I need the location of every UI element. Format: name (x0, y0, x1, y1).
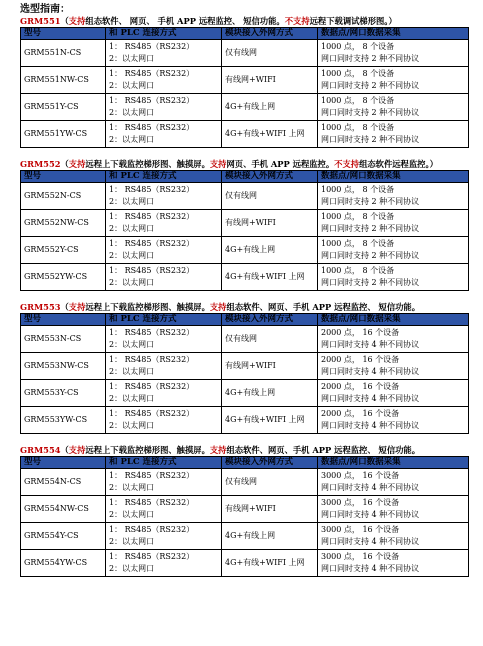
description-text: 组态软件远程监控。） (359, 159, 438, 169)
connection-line: 1： RS485（RS232） (109, 239, 195, 248)
plc-connection (106, 183, 222, 210)
support-label: 支持 (68, 302, 86, 312)
model-number: GRM553Y-CS (21, 380, 106, 407)
table-body (21, 326, 469, 434)
connection-line: 1： RS485（RS232） (109, 525, 195, 534)
capacity-line: 1000 点， 8 个设备 (321, 69, 395, 78)
connection-line: 2：以太网口 (109, 537, 155, 546)
column-header: 数据点/网口数据采集 (318, 314, 469, 326)
connection-line: 1： RS485（RS232） (109, 471, 195, 480)
model-number: GRM554Y-CS (21, 523, 106, 550)
network-access: 有线网+WIFI (222, 353, 318, 380)
data-capacity (318, 469, 469, 496)
table-row (21, 40, 469, 67)
data-capacity (318, 380, 469, 407)
capacity-line: 2000 点， 16 个设备 (321, 382, 400, 391)
connection-line: 1： RS485（RS232） (109, 382, 195, 391)
connection-line: 2：以太网口 (109, 421, 155, 430)
plc-connection (106, 210, 222, 237)
description-text: （ (60, 445, 69, 455)
table-header (21, 314, 469, 326)
data-capacity (318, 67, 469, 94)
description-text: （ (60, 159, 69, 169)
plc-connection (106, 94, 222, 121)
data-capacity (318, 496, 469, 523)
connection-line: 1： RS485（RS232） (109, 212, 195, 221)
selection-guide (20, 3, 468, 588)
table-header (21, 28, 469, 40)
model-number: GRM551YW-CS (21, 121, 106, 148)
plc-connection (106, 469, 222, 496)
connection-line: 1： RS485（RS232） (109, 409, 195, 418)
header-row (21, 457, 469, 469)
section-description (20, 445, 468, 456)
capacity-line: 1000 点， 8 个设备 (321, 185, 395, 194)
plc-connection (106, 407, 222, 434)
model-section (20, 16, 468, 148)
plc-connection (106, 121, 222, 148)
connection-line: 2：以太网口 (109, 251, 155, 260)
capacity-line: 3000 点， 16 个设备 (321, 552, 400, 561)
table-row (21, 407, 469, 434)
model-number: GRM551N-CS (21, 40, 106, 67)
capacity-line: 2000 点， 16 个设备 (321, 409, 400, 418)
connection-line: 2：以太网口 (109, 54, 155, 63)
column-header: 模块接入外网方式 (222, 457, 318, 469)
network-access: 仅有线网 (222, 469, 318, 496)
table-row (21, 121, 469, 148)
network-access: 有线网+WIFI (222, 210, 318, 237)
table-row (21, 67, 469, 94)
connection-line: 2：以太网口 (109, 108, 155, 117)
sections-container (20, 16, 468, 577)
data-capacity (318, 237, 469, 264)
capacity-line: 1000 点， 8 个设备 (321, 96, 395, 105)
capacity-line: 网口同时支持 2 种不同协议 (321, 81, 420, 90)
table-row (21, 496, 469, 523)
model-name: GRM551 (20, 16, 61, 26)
section-description (20, 302, 468, 313)
model-section (20, 445, 468, 577)
capacity-line: 3000 点， 16 个设备 (321, 471, 400, 480)
network-access: 仅有线网 (222, 326, 318, 353)
column-header: 模块接入外网方式 (222, 28, 318, 40)
model-name: GRM552 (20, 159, 61, 169)
header-row (21, 171, 469, 183)
network-access: 4G+有线+WIFI 上网 (222, 550, 318, 577)
data-capacity (318, 523, 469, 550)
description-text: 组态软件、网页、手机 APP 远程监控、 短信功能。 (226, 445, 421, 455)
connection-line: 1： RS485（RS232） (109, 185, 195, 194)
connection-line: 2：以太网口 (109, 340, 155, 349)
model-number: GRM551Y-CS (21, 94, 106, 121)
capacity-line: 1000 点， 8 个设备 (321, 42, 395, 51)
data-capacity (318, 407, 469, 434)
connection-line: 2：以太网口 (109, 278, 155, 287)
capacity-line: 网口同时支持 4 种不同协议 (321, 537, 420, 546)
description-text: 组态软件、网页、手机 APP 远程监控、 短信功能。 (226, 302, 421, 312)
table-body (21, 183, 469, 291)
table-header (21, 457, 469, 469)
plc-connection (106, 40, 222, 67)
data-capacity (318, 550, 469, 577)
capacity-line: 网口同时支持 2 种不同协议 (321, 224, 420, 233)
network-access: 4G+有线上网 (222, 94, 318, 121)
column-header: 数据点/网口数据采集 (318, 457, 469, 469)
model-name: GRM553 (20, 302, 61, 312)
support-label: 不支持 (284, 16, 310, 26)
model-number: GRM552NW-CS (21, 210, 106, 237)
network-access: 4G+有线+WIFI 上网 (222, 264, 318, 291)
data-capacity (318, 121, 469, 148)
connection-line: 2：以太网口 (109, 367, 155, 376)
support-label: 支持 (209, 302, 227, 312)
data-capacity (318, 40, 469, 67)
connection-line: 1： RS485（RS232） (109, 123, 195, 132)
description-text: （ (60, 16, 69, 26)
capacity-line: 2000 点， 16 个设备 (321, 328, 400, 337)
connection-line: 2：以太网口 (109, 135, 155, 144)
description-text: （ (60, 302, 69, 312)
network-access: 4G+有线上网 (222, 237, 318, 264)
plc-connection (106, 67, 222, 94)
support-label: 支持 (68, 445, 86, 455)
data-capacity (318, 353, 469, 380)
capacity-line: 3000 点， 16 个设备 (321, 498, 400, 507)
model-name: GRM554 (20, 445, 61, 455)
capacity-line: 网口同时支持 4 种不同协议 (321, 394, 420, 403)
model-table (20, 27, 469, 148)
plc-connection (106, 353, 222, 380)
plc-connection (106, 523, 222, 550)
column-header: 和 PLC 连接方式 (106, 171, 222, 183)
data-capacity (318, 183, 469, 210)
column-header: 模块接入外网方式 (222, 314, 318, 326)
network-access: 有线网+WIFI (222, 67, 318, 94)
plc-connection (106, 550, 222, 577)
capacity-line: 网口同时支持 2 种不同协议 (321, 54, 420, 63)
model-table (20, 456, 469, 577)
guide-title: 选型指南： (20, 4, 70, 15)
network-access: 有线网+WIFI (222, 496, 318, 523)
support-label: 支持 (68, 16, 86, 26)
table-row (21, 550, 469, 577)
description-text: 远程上下载监控梯形图、触摸屏。 (85, 302, 210, 312)
connection-line: 1： RS485（RS232） (109, 498, 195, 507)
model-number: GRM552YW-CS (21, 264, 106, 291)
section-description (20, 159, 468, 170)
network-access: 仅有线网 (222, 183, 318, 210)
description-text: 组态软件、 网页、 手机 APP 远程监控、 短信功能。 (85, 16, 285, 26)
column-header: 数据点/网口数据采集 (318, 171, 469, 183)
capacity-line: 网口同时支持 4 种不同协议 (321, 510, 420, 519)
capacity-line: 1000 点， 8 个设备 (321, 123, 395, 132)
capacity-line: 1000 点， 8 个设备 (321, 212, 395, 221)
capacity-line: 网口同时支持 2 种不同协议 (321, 278, 420, 287)
capacity-line: 3000 点， 16 个设备 (321, 525, 400, 534)
table-body (21, 40, 469, 148)
support-label: 支持 (68, 159, 86, 169)
column-header: 数据点/网口数据采集 (318, 28, 469, 40)
capacity-line: 网口同时支持 4 种不同协议 (321, 483, 420, 492)
table-row (21, 380, 469, 407)
table-row (21, 264, 469, 291)
capacity-line: 网口同时支持 4 种不同协议 (321, 340, 420, 349)
description-text: 远程上下载监控梯形图、触摸屏。 (85, 445, 210, 455)
connection-line: 2：以太网口 (109, 394, 155, 403)
description-text: 远程上下载监控梯形图、触摸屏。 (85, 159, 210, 169)
section-description (20, 16, 468, 27)
connection-line: 1： RS485（RS232） (109, 42, 195, 51)
connection-line: 1： RS485（RS232） (109, 266, 195, 275)
column-header: 模块接入外网方式 (222, 171, 318, 183)
network-access: 4G+有线上网 (222, 523, 318, 550)
table-row (21, 94, 469, 121)
model-number: GRM553NW-CS (21, 353, 106, 380)
model-number: GRM552N-CS (21, 183, 106, 210)
network-access: 4G+有线+WIFI 上网 (222, 407, 318, 434)
data-capacity (318, 264, 469, 291)
table-row (21, 326, 469, 353)
support-label: 支持 (209, 159, 227, 169)
connection-line: 1： RS485（RS232） (109, 69, 195, 78)
column-header: 型号 (21, 314, 106, 326)
network-access: 4G+有线上网 (222, 380, 318, 407)
table-row (21, 183, 469, 210)
plc-connection (106, 237, 222, 264)
data-capacity (318, 94, 469, 121)
column-header: 和 PLC 连接方式 (106, 314, 222, 326)
network-access: 4G+有线+WIFI 上网 (222, 121, 318, 148)
capacity-line: 网口同时支持 2 种不同协议 (321, 251, 420, 260)
table-row (21, 237, 469, 264)
plc-connection (106, 326, 222, 353)
model-section (20, 302, 468, 434)
capacity-line: 网口同时支持 4 种不同协议 (321, 421, 420, 430)
connection-line: 1： RS485（RS232） (109, 552, 195, 561)
model-number: GRM553YW-CS (21, 407, 106, 434)
connection-line: 2：以太网口 (109, 81, 155, 90)
description-text: 远程下载调试梯形图。） (309, 16, 397, 26)
model-table (20, 313, 469, 434)
table-row (21, 469, 469, 496)
network-access: 仅有线网 (222, 40, 318, 67)
model-number: GRM554N-CS (21, 469, 106, 496)
table-body (21, 469, 469, 577)
connection-line: 2：以太网口 (109, 197, 155, 206)
model-section (20, 159, 468, 291)
capacity-line: 1000 点， 8 个设备 (321, 266, 395, 275)
plc-connection (106, 496, 222, 523)
connection-line: 1： RS485（RS232） (109, 328, 195, 337)
description-text: 网页、手机 APP 远程监控。 (226, 159, 335, 169)
plc-connection (106, 264, 222, 291)
capacity-line: 网口同时支持 4 种不同协议 (321, 564, 420, 573)
header-row (21, 28, 469, 40)
header-row (21, 314, 469, 326)
capacity-line: 网口同时支持 2 种不同协议 (321, 108, 420, 117)
table-row (21, 210, 469, 237)
plc-connection (106, 380, 222, 407)
connection-line: 2：以太网口 (109, 564, 155, 573)
model-number: GRM553N-CS (21, 326, 106, 353)
data-capacity (318, 326, 469, 353)
capacity-line: 1000 点， 8 个设备 (321, 239, 395, 248)
column-header: 型号 (21, 28, 106, 40)
connection-line: 1： RS485（RS232） (109, 96, 195, 105)
column-header: 型号 (21, 457, 106, 469)
column-header: 和 PLC 连接方式 (106, 457, 222, 469)
connection-line: 1： RS485（RS232） (109, 355, 195, 364)
connection-line: 2：以太网口 (109, 483, 155, 492)
capacity-line: 网口同时支持 2 种不同协议 (321, 197, 420, 206)
table-header (21, 171, 469, 183)
model-table (20, 170, 469, 291)
capacity-line: 2000 点， 16 个设备 (321, 355, 400, 364)
column-header: 和 PLC 连接方式 (106, 28, 222, 40)
table-row (21, 353, 469, 380)
model-number: GRM551NW-CS (21, 67, 106, 94)
support-label: 支持 (209, 445, 227, 455)
capacity-line: 网口同时支持 4 种不同协议 (321, 367, 420, 376)
model-number: GRM554YW-CS (21, 550, 106, 577)
support-label: 不支持 (334, 159, 360, 169)
capacity-line: 网口同时支持 2 种不同协议 (321, 135, 420, 144)
connection-line: 2：以太网口 (109, 510, 155, 519)
model-number: GRM552Y-CS (21, 237, 106, 264)
model-number: GRM554NW-CS (21, 496, 106, 523)
table-row (21, 523, 469, 550)
data-capacity (318, 210, 469, 237)
column-header: 型号 (21, 171, 106, 183)
connection-line: 2：以太网口 (109, 224, 155, 233)
